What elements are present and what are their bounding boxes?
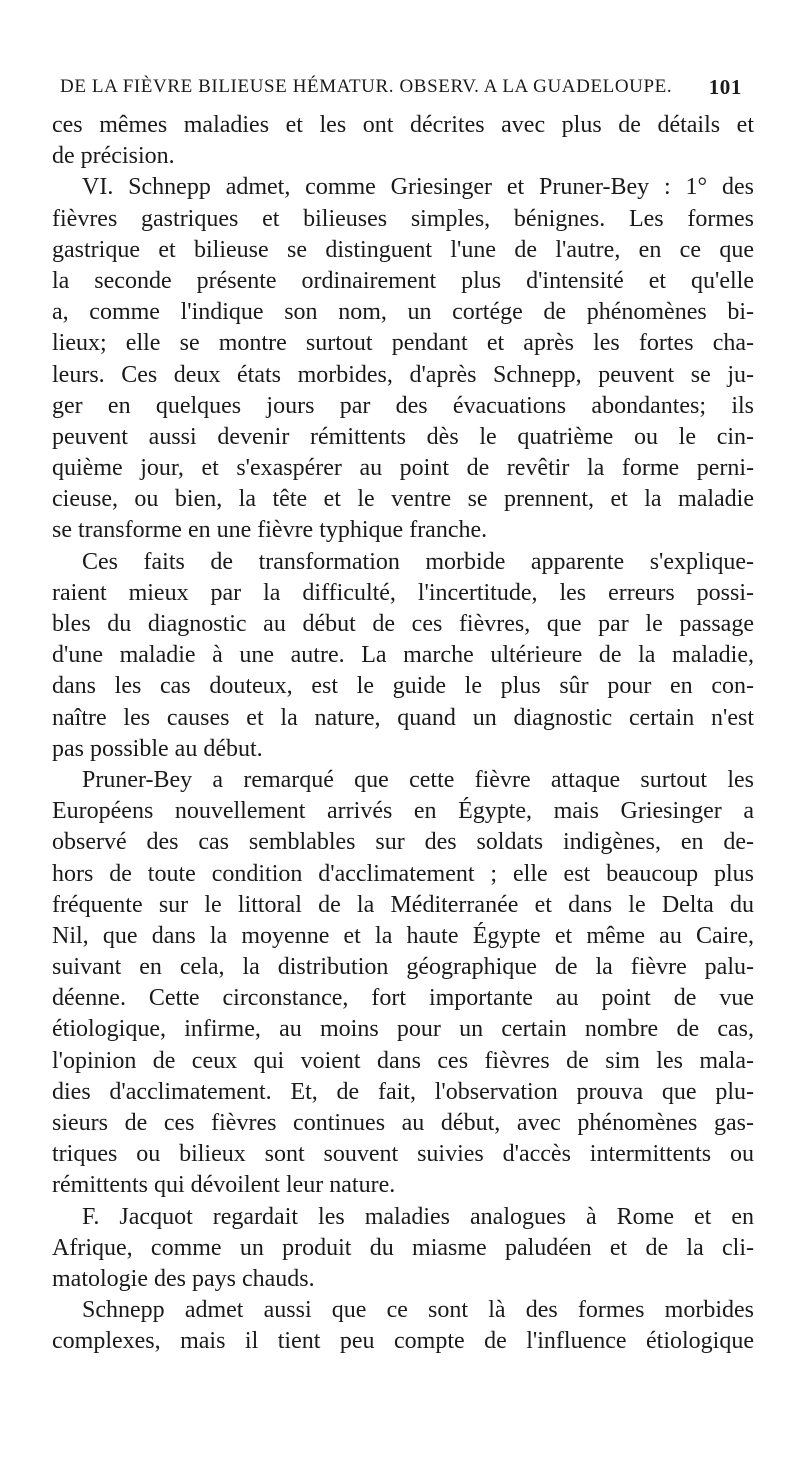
text-line: raient mieux par la difficulté, l'incertitude, les erreurs possi-: [52, 579, 754, 606]
text-line: Ces faits de transformation morbide apparente s'explique-: [82, 548, 754, 575]
text-line: naître les causes et la nature, quand un diagnostic certain n'est: [52, 704, 754, 731]
text-line: peuvent aussi devenir rémittents dès le quatrième ou le cin-: [52, 423, 754, 450]
text-line: hors de toute condition d'acclimatement ; elle est beaucoup plus: [52, 860, 754, 887]
text-line: Pruner-Bey a remarqué que cette fièvre attaque surtout les: [82, 766, 754, 793]
text-line: Nil, que dans la moyenne et la haute Égypte et même au Caire,: [52, 922, 754, 949]
text-line: VI. Schnepp admet, comme Griesinger et Pruner-Bey : 1° des: [82, 174, 754, 201]
running-title: DE LA FIÈVRE BILIEUSE HÉMATUR. OBSERV. A LA GUADELOUPE.: [60, 76, 673, 97]
text-line: ces mêmes maladies et les ont décrites avec plus de détails et: [52, 112, 754, 138]
text-line: leurs. Ces deux états morbides, d'après Schnepp, peuvent se ju-: [52, 361, 754, 388]
text-line: triques ou bilieux sont souvent suivies d'accès intermittents ou: [52, 1141, 754, 1168]
body-text: [52, 110, 754, 1358]
text-line: matologie des pays chauds.: [52, 1265, 315, 1292]
text-line: complexes, mais il tient peu compte de l'influence étiologique: [52, 1328, 754, 1355]
text-line: a, comme l'indique son nom, un cortége de phénomènes bi-: [52, 299, 754, 326]
text-line: fièvres gastriques et bilieuses simples, bénignes. Les formes: [52, 205, 754, 232]
text-line: étiologique, infirme, au moins pour un certain nombre de cas,: [52, 1016, 754, 1043]
text-line: l'opinion de ceux qui voient dans ces fièvres de sim les mala-: [52, 1047, 754, 1074]
text-line: observé des cas semblables sur des soldats indigènes, en de-: [52, 829, 754, 856]
text-line: la seconde présente ordinairement plus d'intensité et qu'elle: [52, 267, 754, 294]
text-line: fréquente sur le littoral de la Méditerranée et dans le Delta du: [52, 891, 754, 918]
text-line: rémittents qui dévoilent leur nature.: [52, 1172, 396, 1199]
text-line: d'une maladie à une autre. La marche ultérieure de la maladie,: [52, 642, 754, 669]
text-line: dies d'acclimatement. Et, de fait, l'observation prouva que plu-: [52, 1078, 754, 1105]
text-line: F. Jacquot regardait les maladies analogues à Rome et en: [82, 1203, 754, 1230]
text-line: se transforme en une fièvre typhique franche.: [52, 517, 488, 544]
text-line: cieuse, ou bien, la tête et le ventre se prennent, et la maladie: [52, 486, 754, 513]
text-line: Schnepp admet aussi que ce sont là des formes morbides: [82, 1297, 754, 1324]
text-line: gastrique et bilieuse se distinguent l'une de l'autre, en ce que: [52, 236, 754, 263]
text-line: bles du diagnostic au début de ces fièvres, que par le passage: [52, 611, 754, 637]
text-line: Afrique, comme un produit du miasme paludéen et de la cli-: [52, 1234, 754, 1261]
text-line: ger en quelques jours par des évacuations abondantes; ils: [52, 392, 754, 419]
text-line: pas possible au début.: [52, 735, 263, 762]
page-number: 101: [708, 75, 742, 99]
text-line: Européens nouvellement arrivés en Égypte, mais Griesinger a: [52, 798, 754, 825]
text-line: lieux; elle se montre surtout pendant et après les fortes cha-: [52, 330, 754, 357]
text-line: déenne. Cette circonstance, fort importante au point de vue: [52, 985, 754, 1012]
text-line: suivant en cela, la distribution géographique de la fièvre palu-: [52, 954, 754, 981]
text-line: dans les cas douteux, est le guide le plus sûr pour en con-: [52, 673, 754, 700]
text-line: de précision.: [52, 143, 175, 170]
running-head: [60, 72, 742, 102]
text-line: sieurs de ces fièvres continues au début, avec phénomènes gas-: [52, 1110, 754, 1136]
text-line: quième jour, et s'exaspérer au point de revêtir la forme perni-: [52, 455, 754, 482]
